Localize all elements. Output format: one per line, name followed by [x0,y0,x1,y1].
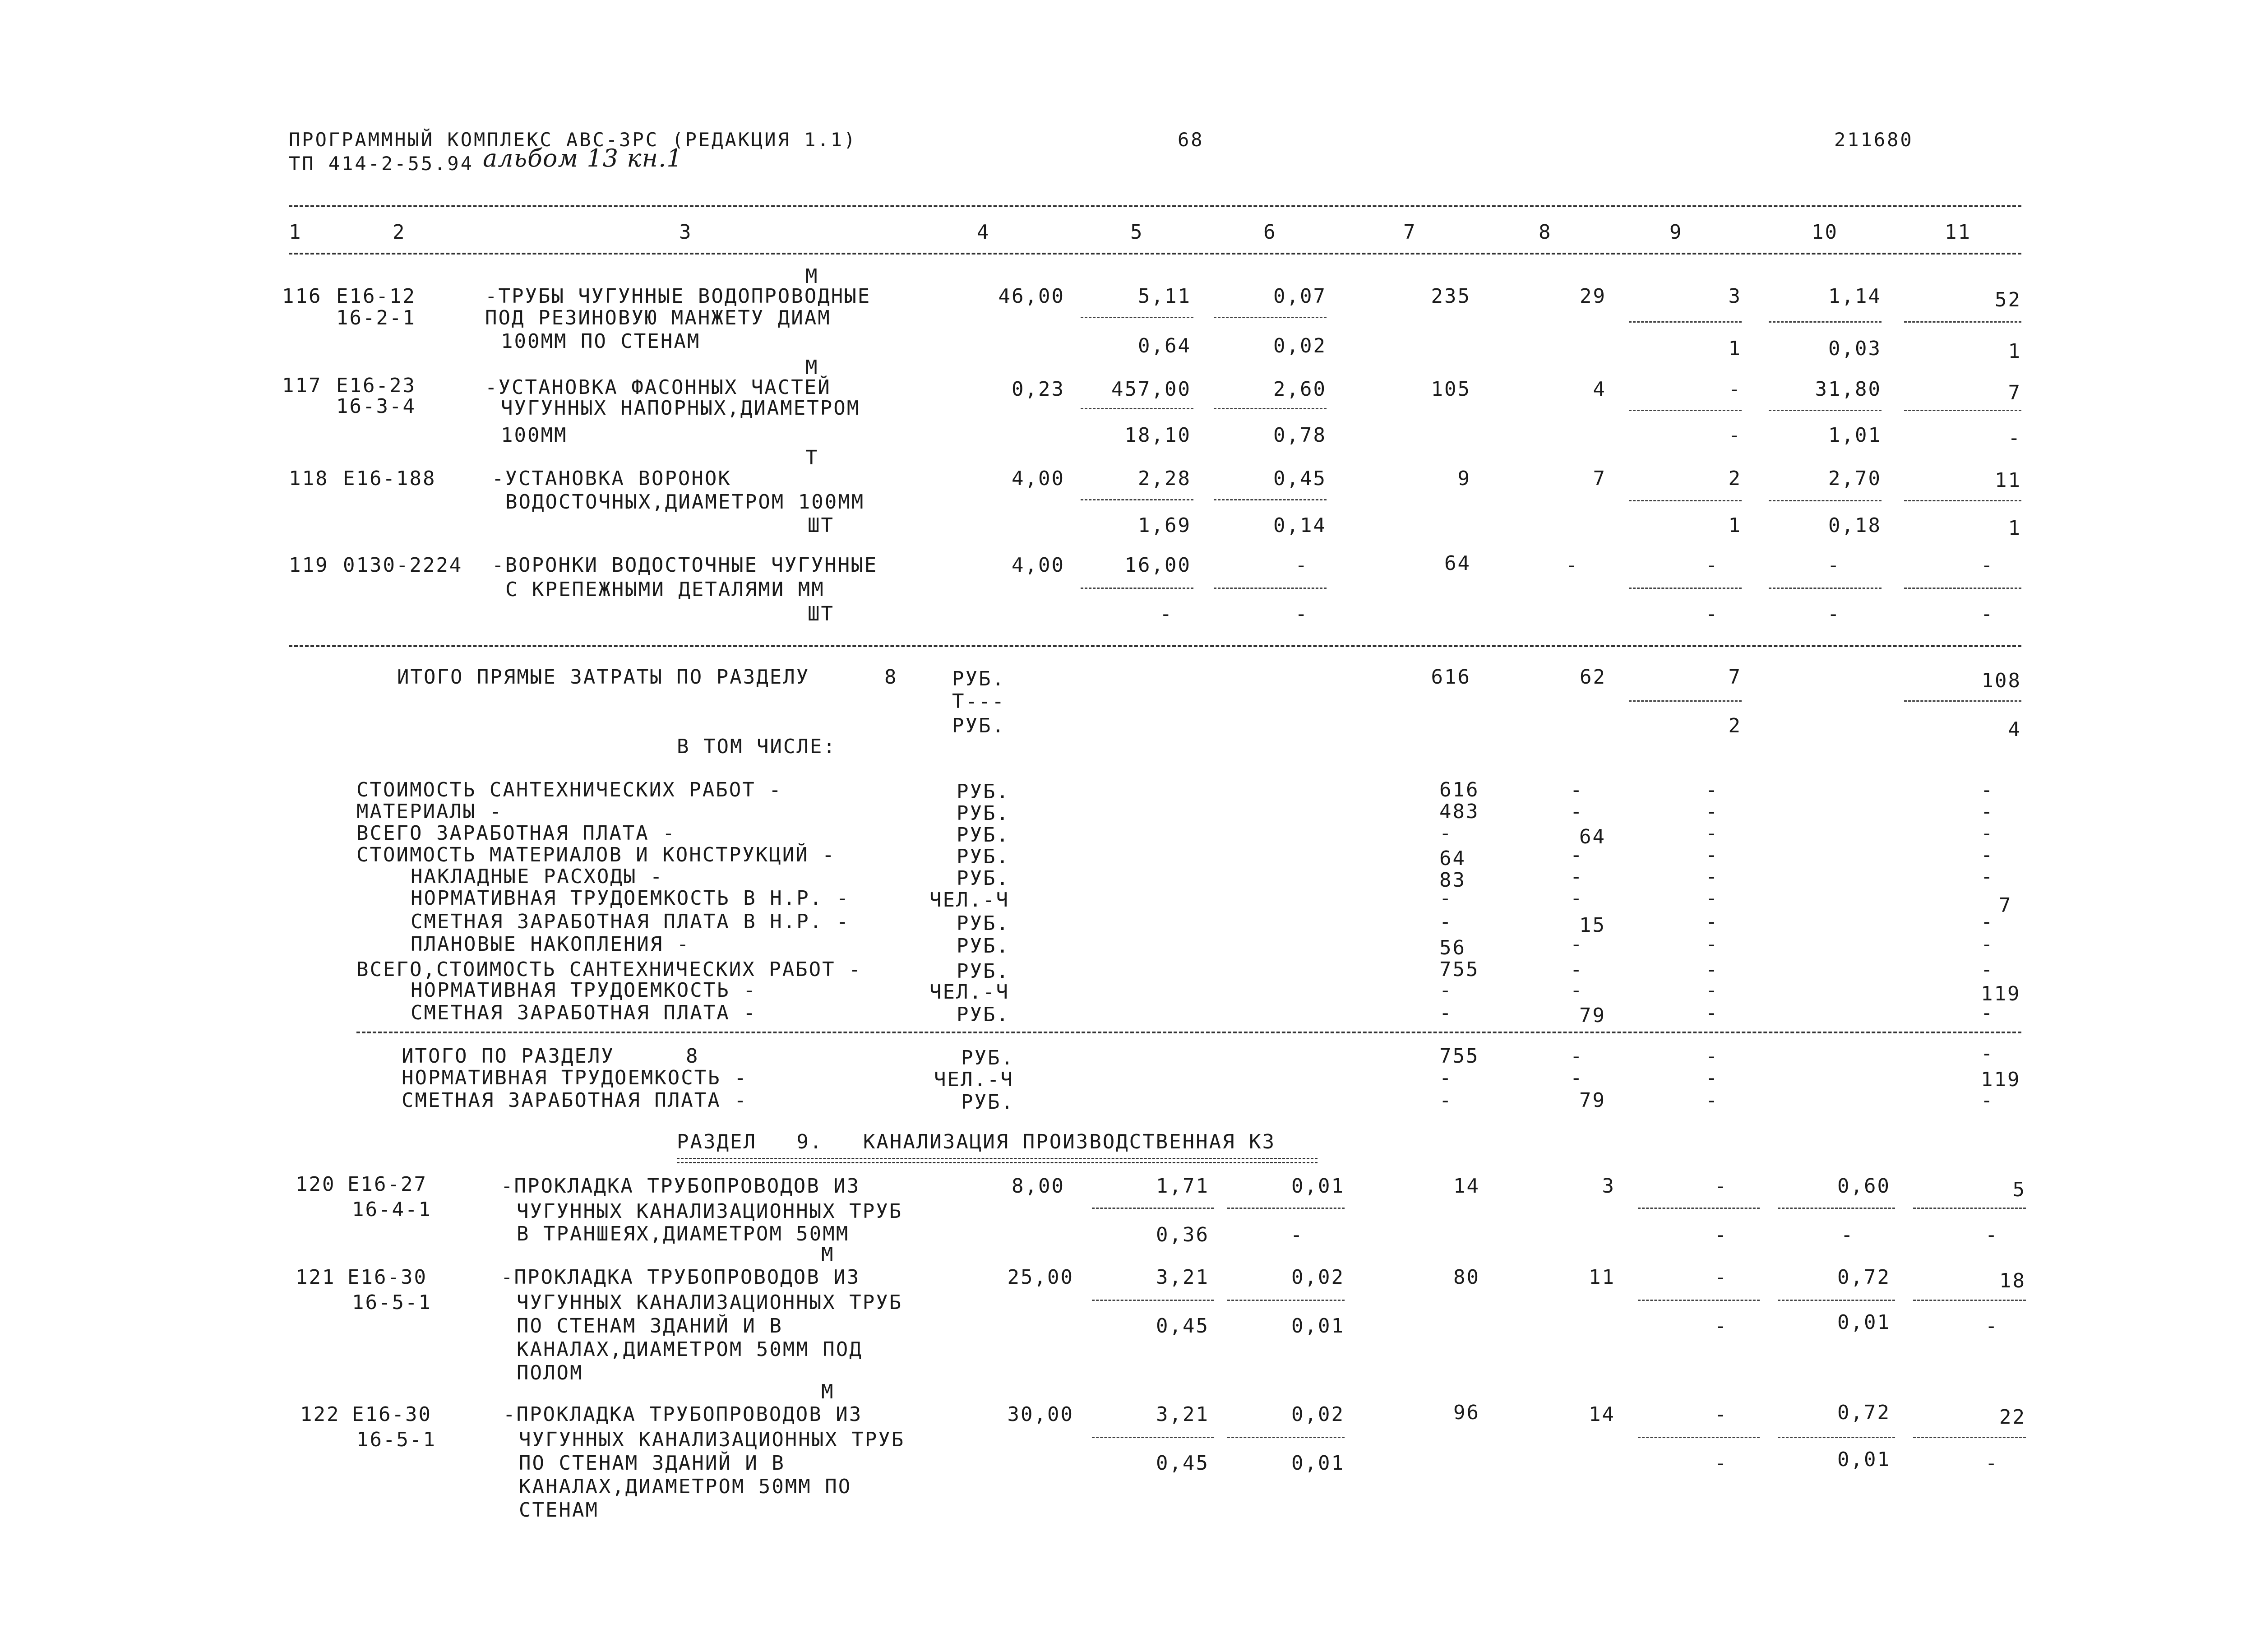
sub-rule [1769,410,1882,411]
section-total-label: ИТОГО ПО РАЗДЕЛУ [402,1045,615,1068]
sub-rule [1629,321,1742,323]
section-heading-underline [677,1158,1318,1163]
total-wage: 3 [1602,1175,1615,1198]
summary-c8: - [1570,778,1584,801]
summary-c7: 616 [1439,778,1479,801]
total-machine-wage: - [1715,1314,1728,1337]
labor-unit-machine: 0,01 [1837,1311,1891,1334]
row-number: 118 [289,467,329,490]
quantity: 0,23 [1012,378,1065,401]
unit-mark-after: ШТ [808,602,834,625]
summary-c7: 56 [1439,936,1466,959]
unit-mark: М [821,1243,835,1266]
summary-c9: - [1706,910,1719,933]
section-total-c7: 755 [1439,1045,1479,1068]
section-heading: РАЗДЕЛ 9. КАНАЛИЗАЦИЯ ПРОИЗВОДСТВЕННАЯ К3 [677,1130,1276,1153]
program-title: ПРОГРАММНЫЙ КОМПЛЕКС АВС-3РС (РЕДАКЦИЯ 1.1) [289,129,857,151]
summary-unit: РУБ. [957,802,1010,825]
col-6: 6 [1263,221,1277,244]
total-cost: 235 [1431,285,1471,308]
row-number: 122 [300,1403,340,1426]
col-5: 5 [1130,221,1144,244]
sub-rule [1629,410,1742,411]
total-wage: 62 [1580,666,1606,689]
sub-rule [1904,500,2021,501]
summary-label: СМЕТНАЯ ЗАРАБОТНАЯ ПЛАТА В Н.Р. - [411,910,850,933]
col-3: 3 [679,221,693,244]
total-cost: 105 [1431,378,1471,401]
labor-total-machine: - [1981,602,1994,625]
labor-unit-machine: 0,01 [1837,1448,1891,1471]
summary-c7: - [1439,910,1453,933]
summary-unit: РУБ. [957,867,1010,890]
total-section: 8 [884,666,898,689]
summary-unit: РУБ. [957,1003,1010,1026]
description-line: СТЕНАМ [519,1499,599,1522]
norm-code: Е16-188 [343,467,436,490]
total-wage: 4 [1593,378,1606,401]
section-total-c7: - [1439,1089,1453,1112]
col-4: 4 [977,221,990,244]
sub-rule [1081,408,1193,409]
summary-c9: - [1706,843,1719,866]
description-line: -ПРОКЛАДКА ТРУБОПРОВОДОВ ИЗ [501,1175,860,1198]
sub-rule [1638,1300,1760,1301]
unit-mark: Т [805,446,819,469]
total-machine-wage: - [1728,424,1742,447]
sub-rule [1214,408,1327,409]
description-line: ЧУГУННЫХ КАНАЛИЗАЦИОННЫХ ТРУБ [517,1291,903,1314]
total-cost: 80 [1453,1266,1480,1289]
total-cost: 96 [1453,1401,1480,1424]
summary-c11: - [1981,800,1994,823]
sub-rule [1769,321,1882,323]
including-label: В ТОМ ЧИСЛЕ: [677,735,837,758]
total-machine: 2 [1728,467,1742,490]
summary-c9: - [1706,865,1719,888]
total-unit-t: Т--- [952,690,1005,713]
sub-rule [1913,1208,2026,1209]
sub-rule [1904,321,2021,323]
sub-rule [1214,317,1327,318]
summary-c9: - [1706,887,1719,910]
summary-c8: - [1570,843,1584,866]
summary-label: НОРМАТИВНАЯ ТРУДОЕМКОСТЬ - [411,979,757,1002]
unit-cost-machine-wage: - [1290,1223,1304,1246]
unit-cost-machine: - [1295,554,1308,577]
sub-rule [1904,588,2021,589]
sub-rule [1227,1437,1345,1438]
unit-cost-machine: 0,02 [1291,1266,1345,1289]
sub-rule [1769,500,1882,501]
norm-code: 0130-2224 [343,554,463,577]
total-wage: 14 [1589,1403,1615,1426]
sub-rule [1092,1437,1214,1438]
sub-rule [1081,317,1193,318]
summary-c8: 15 [1579,914,1606,937]
sub-rule [1227,1208,1345,1209]
section-total-c7: - [1439,1066,1453,1089]
quantity: 46,00 [998,285,1065,308]
norm-code: Е16-12 [336,285,416,308]
row-number: 120 [296,1173,336,1196]
summary-c11: - [1981,865,1994,888]
description-line: -ВОРОНКИ ВОДОСТОЧНЫЕ ЧУГУННЫЕ [492,554,878,577]
row-number: 116 [282,285,322,308]
sub-rule [1092,1300,1214,1301]
unit-cost-wage: 0,45 [1156,1452,1209,1475]
col-8: 8 [1539,221,1552,244]
sub-rule [1214,499,1327,500]
labor-total-machine: 4 [2008,718,2021,741]
summary-label: СМЕТНАЯ ЗАРАБОТНАЯ ПЛАТА - [411,1001,757,1024]
unit-cost: 16,00 [1124,554,1191,577]
labor-total: 52 [1995,288,2021,311]
sub-rule [1214,588,1327,589]
unit-cost-machine: 0,01 [1291,1175,1345,1198]
summary-label: ПЛАНОВЫЕ НАКОПЛЕНИЯ - [411,933,690,956]
labor-total-machine: - [2008,426,2021,449]
unit-cost: 5,11 [1138,285,1191,308]
summary-c11: - [1981,1001,1994,1024]
description-line: 100ММ [501,424,568,447]
labor-total: 11 [1995,469,2021,492]
summary-rule [356,1032,2021,1033]
summary-c7: 755 [1439,958,1479,981]
section-total-c8: 79 [1579,1089,1606,1112]
labor-unit: - [1827,554,1841,577]
summary-label: МАТЕРИАЛЫ - [356,800,503,823]
section-total-label: НОРМАТИВНАЯ ТРУДОЕМКОСТЬ - [402,1066,748,1089]
total-machine: 3 [1728,285,1742,308]
labor-unit-machine: - [1827,602,1841,625]
description-line: -УСТАНОВКА ВОРОНОК [492,467,731,490]
sub-rule [1092,1208,1214,1209]
summary-c11: - [1981,843,1994,866]
sub-rule [1778,1437,1895,1438]
norm-code: Е16-27 [347,1173,427,1196]
norm-code-2: 16-5-1 [356,1428,436,1451]
summary-c7: - [1439,822,1453,845]
section-total-c11: 119 [1981,1068,2021,1091]
labor-unit-machine: 1,01 [1828,424,1882,447]
total-machine: - [1715,1266,1728,1289]
description-line: КАНАЛАХ,ДИАМЕТРОМ 50ММ ПО [519,1475,852,1498]
sub-rule [1778,1300,1895,1301]
unit-cost: 1,71 [1156,1175,1209,1198]
description-line: -ПРОКЛАДКА ТРУБОПРОВОДОВ ИЗ [501,1266,860,1289]
sub-rule [1638,1208,1760,1209]
description-line: С КРЕПЕЖНЫМИ ДЕТАЛЯМИ ММ [505,578,825,601]
description-line: КАНАЛАХ,ДИАМЕТРОМ 50ММ ПОД [517,1338,863,1361]
description-line: -ТРУБЫ ЧУГУННЫЕ ВОДОПРОВОДНЫЕ [485,285,871,308]
labor-total-machine: 1 [2008,517,2021,540]
col-7: 7 [1403,221,1417,244]
section-total-c11: - [1981,1089,1994,1112]
unit-cost: 3,21 [1156,1266,1209,1289]
unit-cost-machine-wage: 0,02 [1273,334,1327,357]
description-line: ПО СТЕНАМ ЗДАНИЙ И В [517,1314,783,1337]
sub-rule [1629,588,1742,589]
summary-c11: - [1981,933,1994,956]
unit-cost-machine-wage: 0,01 [1291,1314,1345,1337]
summary-c8: - [1570,958,1584,981]
sub-rule [1638,1437,1760,1438]
total-cost: 616 [1431,666,1471,689]
unit-mark: М [821,1380,835,1403]
norm-code-2: 16-4-1 [352,1198,432,1221]
labor-unit: 31,80 [1815,378,1882,401]
summary-unit: ЧЕЛ.-Ч [929,981,1009,1004]
summary-c7: 83 [1439,869,1466,892]
sub-rule [1904,410,2021,411]
section-total-c9: - [1706,1066,1719,1089]
description-line: ЧУГУННЫХ НАПОРНЫХ,ДИАМЕТРОМ [501,397,860,420]
sub-rule [1629,700,1742,702]
section-total-unit: РУБ. [961,1091,1014,1114]
labor-unit-machine: 0,03 [1828,337,1882,360]
summary-c11: - [1981,778,1994,801]
unit-cost-machine: 2,60 [1273,378,1327,401]
unit-mark: М [805,265,819,288]
sub-rule [1904,700,2021,702]
description-line: ВОДОСТОЧНЫХ,ДИАМЕТРОМ 100ММ [505,491,865,514]
description-line: ПО СТЕНАМ ЗДАНИЙ И В [519,1452,785,1475]
section-total-unit: ЧЕЛ.-Ч [934,1068,1014,1091]
norm-code: Е16-30 [352,1403,432,1426]
unit-cost-machine: 0,45 [1273,467,1327,490]
total-machine-wage: 1 [1728,514,1742,537]
description-line: ПОЛОМ [517,1361,583,1384]
summary-label: ВСЕГО ЗАРАБОТНАЯ ПЛАТА - [356,822,676,845]
quantity: 4,00 [1012,554,1065,577]
description-line: -ПРОКЛАДКА ТРУБОПРОВОДОВ ИЗ [503,1403,863,1426]
col-1: 1 [289,221,302,244]
unit-cost-wage: 0,36 [1156,1223,1209,1246]
unit-mark: М [805,356,819,379]
sub-rule [1227,1300,1345,1301]
norm-code-2: 16-3-4 [336,395,416,418]
labor-total-machine: - [1985,1452,1999,1475]
norm-code-2: 16-5-1 [352,1291,432,1314]
unit-cost: 3,21 [1156,1403,1209,1426]
sub-rule [1629,500,1742,501]
total-wage: 11 [1589,1266,1615,1289]
total-machine-wage: - [1715,1223,1728,1246]
summary-c11: 119 [1981,982,2021,1005]
unit-cost-machine: 0,07 [1273,285,1327,308]
labor-total: - [1981,554,1994,577]
labor-total: 5 [2012,1178,2026,1201]
description-line: -УСТАНОВКА ФАСОННЫХ ЧАСТЕЙ [485,376,831,399]
sub-rule [1778,1208,1895,1209]
total-machine: - [1728,378,1742,401]
total-machine-wage: - [1706,602,1719,625]
labor-total-machine: - [1985,1223,1999,1246]
labor-unit: 0,72 [1837,1401,1891,1424]
quantity: 4,00 [1012,467,1065,490]
description-line: В ТРАНШЕЯХ,ДИАМЕТРОМ 50ММ [517,1222,850,1245]
unit-cost-wage: 0,45 [1156,1314,1209,1337]
section-total-c8: - [1570,1066,1584,1089]
summary-label: СТОИМОСТЬ МАТЕРИАЛОВ И КОНСТРУКЦИЙ - [356,843,836,866]
rows-bottom-rule [289,645,2021,647]
unit-cost-machine-wage: 0,01 [1291,1452,1345,1475]
unit-cost-wage: 18,10 [1124,424,1191,447]
section-total-c8: - [1570,1045,1584,1068]
unit-cost-wage: - [1160,602,1173,625]
summary-unit: РУБ. [957,960,1010,983]
unit-cost-machine-wage: 0,78 [1273,424,1327,447]
summary-c7: 64 [1439,847,1466,870]
col-9: 9 [1669,221,1683,244]
section-total-c11: - [1981,1042,1994,1065]
summary-c11: 7 [1999,894,2012,917]
unit-cost-machine-wage: 0,14 [1273,514,1327,537]
summary-c7: - [1439,1001,1453,1024]
summary-c8: 79 [1579,1004,1606,1027]
labor-unit: 0,72 [1837,1266,1891,1289]
summary-c9: - [1706,822,1719,845]
summary-c8: 64 [1579,825,1606,848]
labor-total: 18 [1999,1269,2026,1292]
summary-c8: - [1570,865,1584,888]
description-line: ЧУГУННЫХ КАНАЛИЗАЦИОННЫХ ТРУБ [519,1428,905,1451]
total-cost: 14 [1453,1175,1480,1198]
sub-rule [1769,588,1882,589]
summary-unit: РУБ. [957,824,1010,847]
section-total-unit: РУБ. [961,1046,1014,1069]
total-machine: - [1715,1403,1728,1426]
handwritten-note: альбом 13 кн.1 [483,144,683,172]
summary-c8: - [1570,887,1584,910]
summary-c7: - [1439,887,1453,910]
total-title: ИТОГО ПРЯМЫЕ ЗАТРАТЫ ПО РАЗДЕЛУ [397,666,810,689]
quantity: 25,00 [1007,1266,1074,1289]
summary-unit: РУБ. [957,845,1010,868]
summary-label: ВСЕГО,СТОИМОСТЬ САНТЕХНИЧЕСКИХ РАБОТ - [356,958,862,981]
summary-c9: - [1706,1001,1719,1024]
labor-total-machine: - [1985,1314,1999,1337]
header-bottom-rule [289,253,2021,255]
unit-cost-machine-wage: - [1295,602,1308,625]
unit-cost: 2,28 [1138,467,1191,490]
unit-cost: 457,00 [1111,378,1191,401]
section-total-number: 8 [686,1045,699,1068]
unit-cost-wage: 0,64 [1138,334,1191,357]
total-machine: 7 [1728,666,1742,689]
section-total-c9: - [1706,1089,1719,1112]
description-line: ЧУГУННЫХ КАНАЛИЗАЦИОННЫХ ТРУБ [517,1200,903,1223]
row-number: 119 [289,554,329,577]
norm-code-2: 16-2-1 [336,306,416,329]
summary-c11: - [1981,910,1994,933]
row-number: 121 [296,1266,336,1289]
labor-unit: 1,14 [1828,285,1882,308]
summary-c8: - [1570,800,1584,823]
summary-unit: РУБ. [957,780,1010,803]
section-total-c9: - [1706,1045,1719,1068]
summary-c8: - [1570,979,1584,1002]
labor-unit: 2,70 [1828,467,1882,490]
labor-unit-machine: - [1841,1223,1854,1246]
section-total-label: СМЕТНАЯ ЗАРАБОТНАЯ ПЛАТА - [402,1089,748,1112]
quantity: 8,00 [1012,1175,1065,1198]
total-machine-wage: - [1715,1452,1728,1475]
summary-c9: - [1706,778,1719,801]
sub-rule [1913,1437,2026,1438]
labor-total: 7 [2008,381,2021,404]
sub-rule [1913,1300,2026,1301]
summary-c9: - [1706,933,1719,956]
project-code: ТП 414-2-55.94 [289,153,474,175]
total-unit-2: РУБ. [952,714,1005,737]
norm-code: Е16-23 [336,374,416,397]
summary-c9: - [1706,800,1719,823]
total-machine: - [1715,1175,1728,1198]
labor-total: 108 [1981,669,2021,692]
total-machine-wage: 2 [1728,714,1742,737]
total-unit: РУБ. [952,667,1005,690]
col-2: 2 [393,221,406,244]
summary-c9: - [1706,958,1719,981]
total-wage: - [1566,554,1579,577]
norm-code: Е16-30 [347,1266,427,1289]
unit-mark-after: ШТ [808,514,834,537]
page-number: 68 [1178,129,1204,151]
table-top-rule [289,205,2021,207]
total-machine-wage: 1 [1728,337,1742,360]
sub-rule [1081,588,1193,589]
labor-total-machine: 1 [2008,340,2021,363]
summary-c9: - [1706,979,1719,1002]
summary-unit: РУБ. [957,912,1010,935]
row-number: 117 [282,374,322,397]
description-line: 100ММ ПО СТЕНАМ [501,330,701,353]
total-wage: 7 [1593,467,1606,490]
description-line: ПОД РЕЗИНОВУЮ МАНЖЕТУ ДИАМ [485,306,831,329]
total-cost: 9 [1457,467,1471,490]
summary-c7: - [1439,979,1453,1002]
col-10: 10 [1812,221,1838,244]
summary-c7: 483 [1439,800,1479,823]
summary-label: СТОИМОСТЬ САНТЕХНИЧЕСКИХ РАБОТ - [356,778,782,801]
total-cost: 64 [1444,552,1471,575]
col-11: 11 [1945,221,1971,244]
summary-c8: - [1570,933,1584,956]
quantity: 30,00 [1007,1403,1074,1426]
summary-label: НАКЛАДНЫЕ РАСХОДЫ - [411,865,664,888]
summary-unit: ЧЕЛ.-Ч [929,888,1009,912]
summary-unit: РУБ. [957,935,1010,958]
sub-rule [1081,499,1193,500]
document-number: 211680 [1834,129,1914,151]
total-machine: - [1706,554,1719,577]
labor-total: 22 [1999,1406,2026,1429]
summary-label: НОРМАТИВНАЯ ТРУДОЕМКОСТЬ В Н.Р. - [411,887,850,910]
labor-unit: 0,60 [1837,1175,1891,1198]
summary-c11: - [1981,958,1994,981]
total-wage: 29 [1580,285,1606,308]
summary-c11: - [1981,822,1994,845]
labor-unit-machine: 0,18 [1828,514,1882,537]
unit-cost-machine: 0,02 [1291,1403,1345,1426]
unit-cost-wage: 1,69 [1138,514,1191,537]
